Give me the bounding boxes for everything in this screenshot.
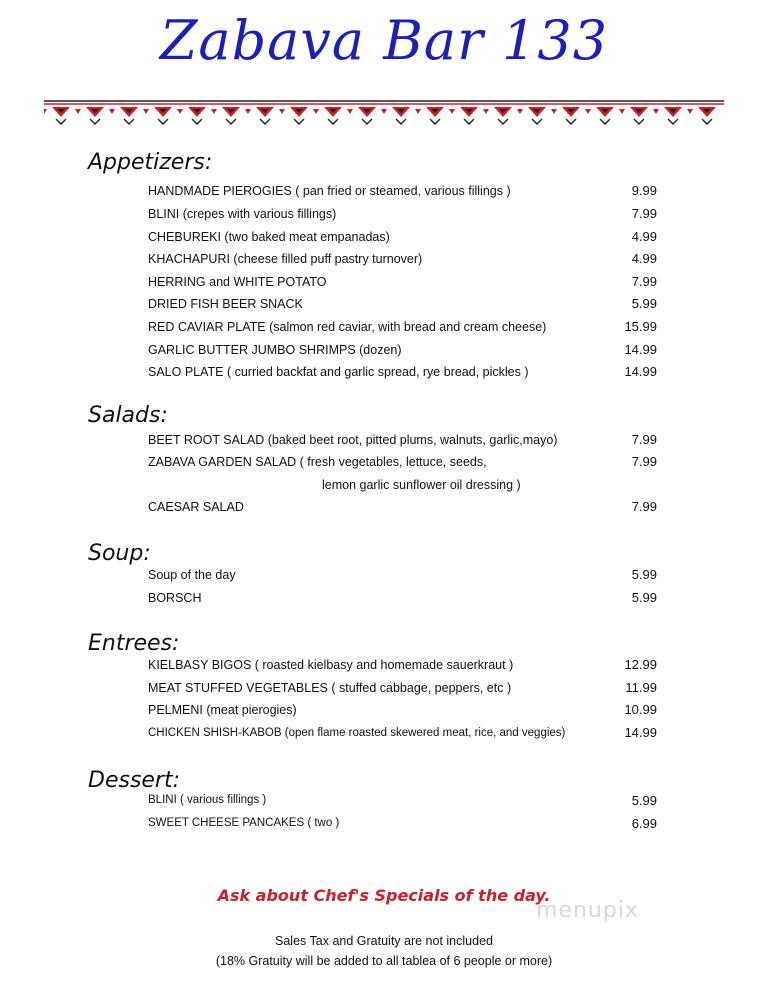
- border-motif: [75, 109, 81, 114]
- border-motif: [498, 119, 508, 124]
- border-motif: [430, 119, 440, 124]
- menu-price: 7.99: [631, 432, 657, 447]
- section-title-dessert: Dessert:: [88, 768, 181, 793]
- menu-item-note: lemon garlic sunflower oil dressing ): [322, 478, 521, 492]
- restaurant-title: Zabava Bar 133: [159, 9, 609, 72]
- menu-item: GARLIC BUTTER JUMBO SHRIMPS (dozen): [148, 343, 402, 357]
- menu-item: CHICKEN SHISH-KABOB (open flame roasted skewered meat, rice, and veggies): [148, 727, 566, 739]
- border-motif: [600, 119, 610, 124]
- menu-item: KHACHAPURI (cheese filled puff pastry turnover): [148, 252, 423, 266]
- menupix-watermark: menupix: [536, 898, 639, 923]
- border-motif: [362, 119, 372, 124]
- menu-price: 11.99: [625, 680, 657, 695]
- menu-item: CAESAR SALAD: [148, 500, 244, 514]
- gratuity-note: (18% Gratuity will be added to all tablea of 6 people or more): [215, 954, 553, 968]
- border-motif: [449, 109, 455, 114]
- border-motif: [177, 109, 183, 114]
- menu-item: BLINI ( various fillings ): [148, 794, 267, 806]
- menu-price: 4.99: [631, 251, 657, 266]
- tax-note: Sales Tax and Gratuity are not included: [275, 934, 493, 948]
- border-motif: [702, 119, 712, 124]
- menu-item: SWEET CHEESE PANCAKES ( two ): [148, 817, 340, 829]
- menu-price: 5.99: [631, 590, 657, 605]
- menu-item: SALO PLATE ( curried backfat and garlic spread, rye bread, pickles ): [148, 365, 529, 379]
- menu-price: 5.99: [631, 567, 657, 582]
- menu-item: PELMENI (meat pierogies): [148, 703, 297, 717]
- menu-item: HANDMADE PIEROGIES ( pan fried or steamed, various fillings ): [148, 184, 511, 198]
- menu-item: HERRING and WHITE POTATO: [148, 275, 327, 289]
- border-motif: [313, 109, 319, 114]
- menu-price: 15.99: [624, 319, 657, 334]
- menu-price: 7.99: [631, 274, 657, 289]
- border-motif: [44, 109, 47, 114]
- border-motif: [279, 109, 285, 114]
- border-motif: [381, 109, 387, 114]
- menu-item: BEET ROOT SALAD (baked beet root, pitted plums, walnuts, garlic,mayo): [148, 433, 558, 447]
- border-motif: [551, 109, 557, 114]
- border-motif: [260, 119, 270, 124]
- border-motif: [517, 109, 523, 114]
- border-motif: [396, 119, 406, 124]
- border-motif: [415, 109, 421, 114]
- menu-item: RED CAVIAR PLATE (salmon red caviar, with bread and cream cheese): [148, 320, 547, 334]
- border-motif: [687, 109, 693, 114]
- border-motif: [143, 109, 149, 114]
- menu-item: BORSCH: [148, 591, 202, 605]
- border-motif: [328, 119, 338, 124]
- border-motif: [124, 119, 134, 124]
- border-motif: [56, 119, 66, 124]
- border-motif: [245, 109, 251, 114]
- menu-price: 14.99: [624, 342, 657, 357]
- menu-price: 7.99: [631, 499, 657, 514]
- menu-price: 12.99: [624, 657, 657, 672]
- border-motif: [585, 109, 591, 114]
- menu-price: 10.99: [624, 702, 657, 717]
- border-motif: [109, 109, 115, 114]
- border-motif: [226, 119, 236, 124]
- border-motif: [347, 109, 353, 114]
- border-motif: [464, 119, 474, 124]
- embroidery-border: [44, 100, 724, 126]
- border-motif: [192, 119, 202, 124]
- menu-price: 7.99: [631, 454, 657, 469]
- menu-price: 7.99: [631, 206, 657, 221]
- menu-price: 14.99: [624, 364, 657, 379]
- border-motif: [619, 109, 625, 114]
- border-motif: [294, 119, 304, 124]
- menu-price: 6.99: [631, 816, 657, 831]
- menu-item: DRIED FISH BEER SNACK: [148, 297, 303, 311]
- menu-item: Soup of the day: [148, 568, 236, 582]
- menu-item: CHEBUREKI (two baked meat empanadas): [148, 230, 390, 244]
- border-motif: [90, 119, 100, 124]
- border-motif: [532, 119, 542, 124]
- border-motif: [211, 109, 217, 114]
- border-motif: [668, 119, 678, 124]
- section-title-salads: Salads:: [88, 403, 168, 428]
- menu-price: 5.99: [631, 296, 657, 311]
- section-title-entrees: Entrees:: [88, 631, 180, 656]
- menu-price: 5.99: [631, 793, 657, 808]
- border-motif: [653, 109, 659, 114]
- menu-price: 4.99: [631, 229, 657, 244]
- section-title-soup: Soup:: [88, 541, 151, 566]
- menu-price: 9.99: [631, 183, 657, 198]
- menu-item: KIELBASY BIGOS ( roasted kielbasy and homemade sauerkraut ): [148, 658, 514, 672]
- menu-item: MEAT STUFFED VEGETABLES ( stuffed cabbage, peppers, etc ): [148, 681, 512, 695]
- border-motif: [158, 119, 168, 124]
- chef-specials-note: Ask about Chef's Specials of the day.: [217, 886, 551, 905]
- border-motif: [566, 119, 576, 124]
- border-motif: [634, 119, 644, 124]
- menu-price: 14.99: [624, 725, 657, 740]
- section-title-appetizers: Appetizers:: [88, 150, 213, 175]
- menu-item: ZABAVA GARDEN SALAD ( fresh vegetables, lettuce, seeds,: [148, 455, 487, 469]
- border-motif: [483, 109, 489, 114]
- menu-item: BLINI (crepes with various fillings): [148, 207, 337, 221]
